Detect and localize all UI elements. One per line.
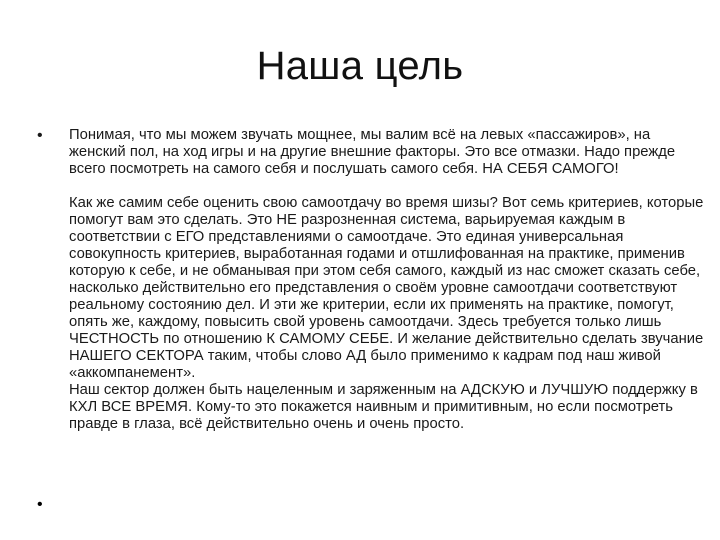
paragraph-1: Понимая, что мы можем звучать мощнее, мы валим всё на левых «пассажиров», на женский пол, на ход игры и на другие внешние факторы. Это все отмазки. Надо прежде всего посмотреть на самого себя и послушать самого себя. НА СЕБЯ САМОГО! (69, 127, 676, 177)
bullet-marker-empty: • (37, 496, 43, 513)
paragraph-2-text: Как же самим себе оценить свою самоотдачу во время шизы? Вот семь критериев, которые помогут вам это сделать. Это НЕ разрозненная система, варьируемая каждым в соответствии с ЕГО представлениями о самоотдаче. Это единая универсальная совокупность критериев, выработанная годами и отшлифованная на практике, применив которую к себе, и не обманывая при этом себя самого, каждый из нас сможет сказать себе, насколько действительно его представления о своём уровне самоотдачи соответствуют реальному состоянию дел. И эти же критерии, если их применять на практике, помогут, опять же, каждому, повысить свой уровень самоотдачи. Здесь требуется только лишь ЧЕСТНОСТЬ по отношению К САМОМУ СЕБЕ. И желание действительно сделать звучание НАШЕГО СЕКТОРА таким, чтобы слово АД было применимо к кадрам под наш живой «аккомпанемент». (69, 195, 704, 381)
paragraph-2-text: Наш сектор должен быть нацеленным и заряженным на АДСКУЮ и ЛУЧШУЮ поддержку в КХЛ ВСЕ ВРЕМЯ. Кому-то это покажется наивным и примитивным, но если посмотреть правде в глаза, всё действительно очень и очень просто. (69, 382, 698, 432)
bullet-marker: • (37, 127, 43, 144)
slide-title: Наша цель (256, 44, 464, 88)
slide-body (37, 127, 707, 433)
paragraph-2 (37, 195, 707, 433)
bullet-item-1 (37, 127, 707, 178)
